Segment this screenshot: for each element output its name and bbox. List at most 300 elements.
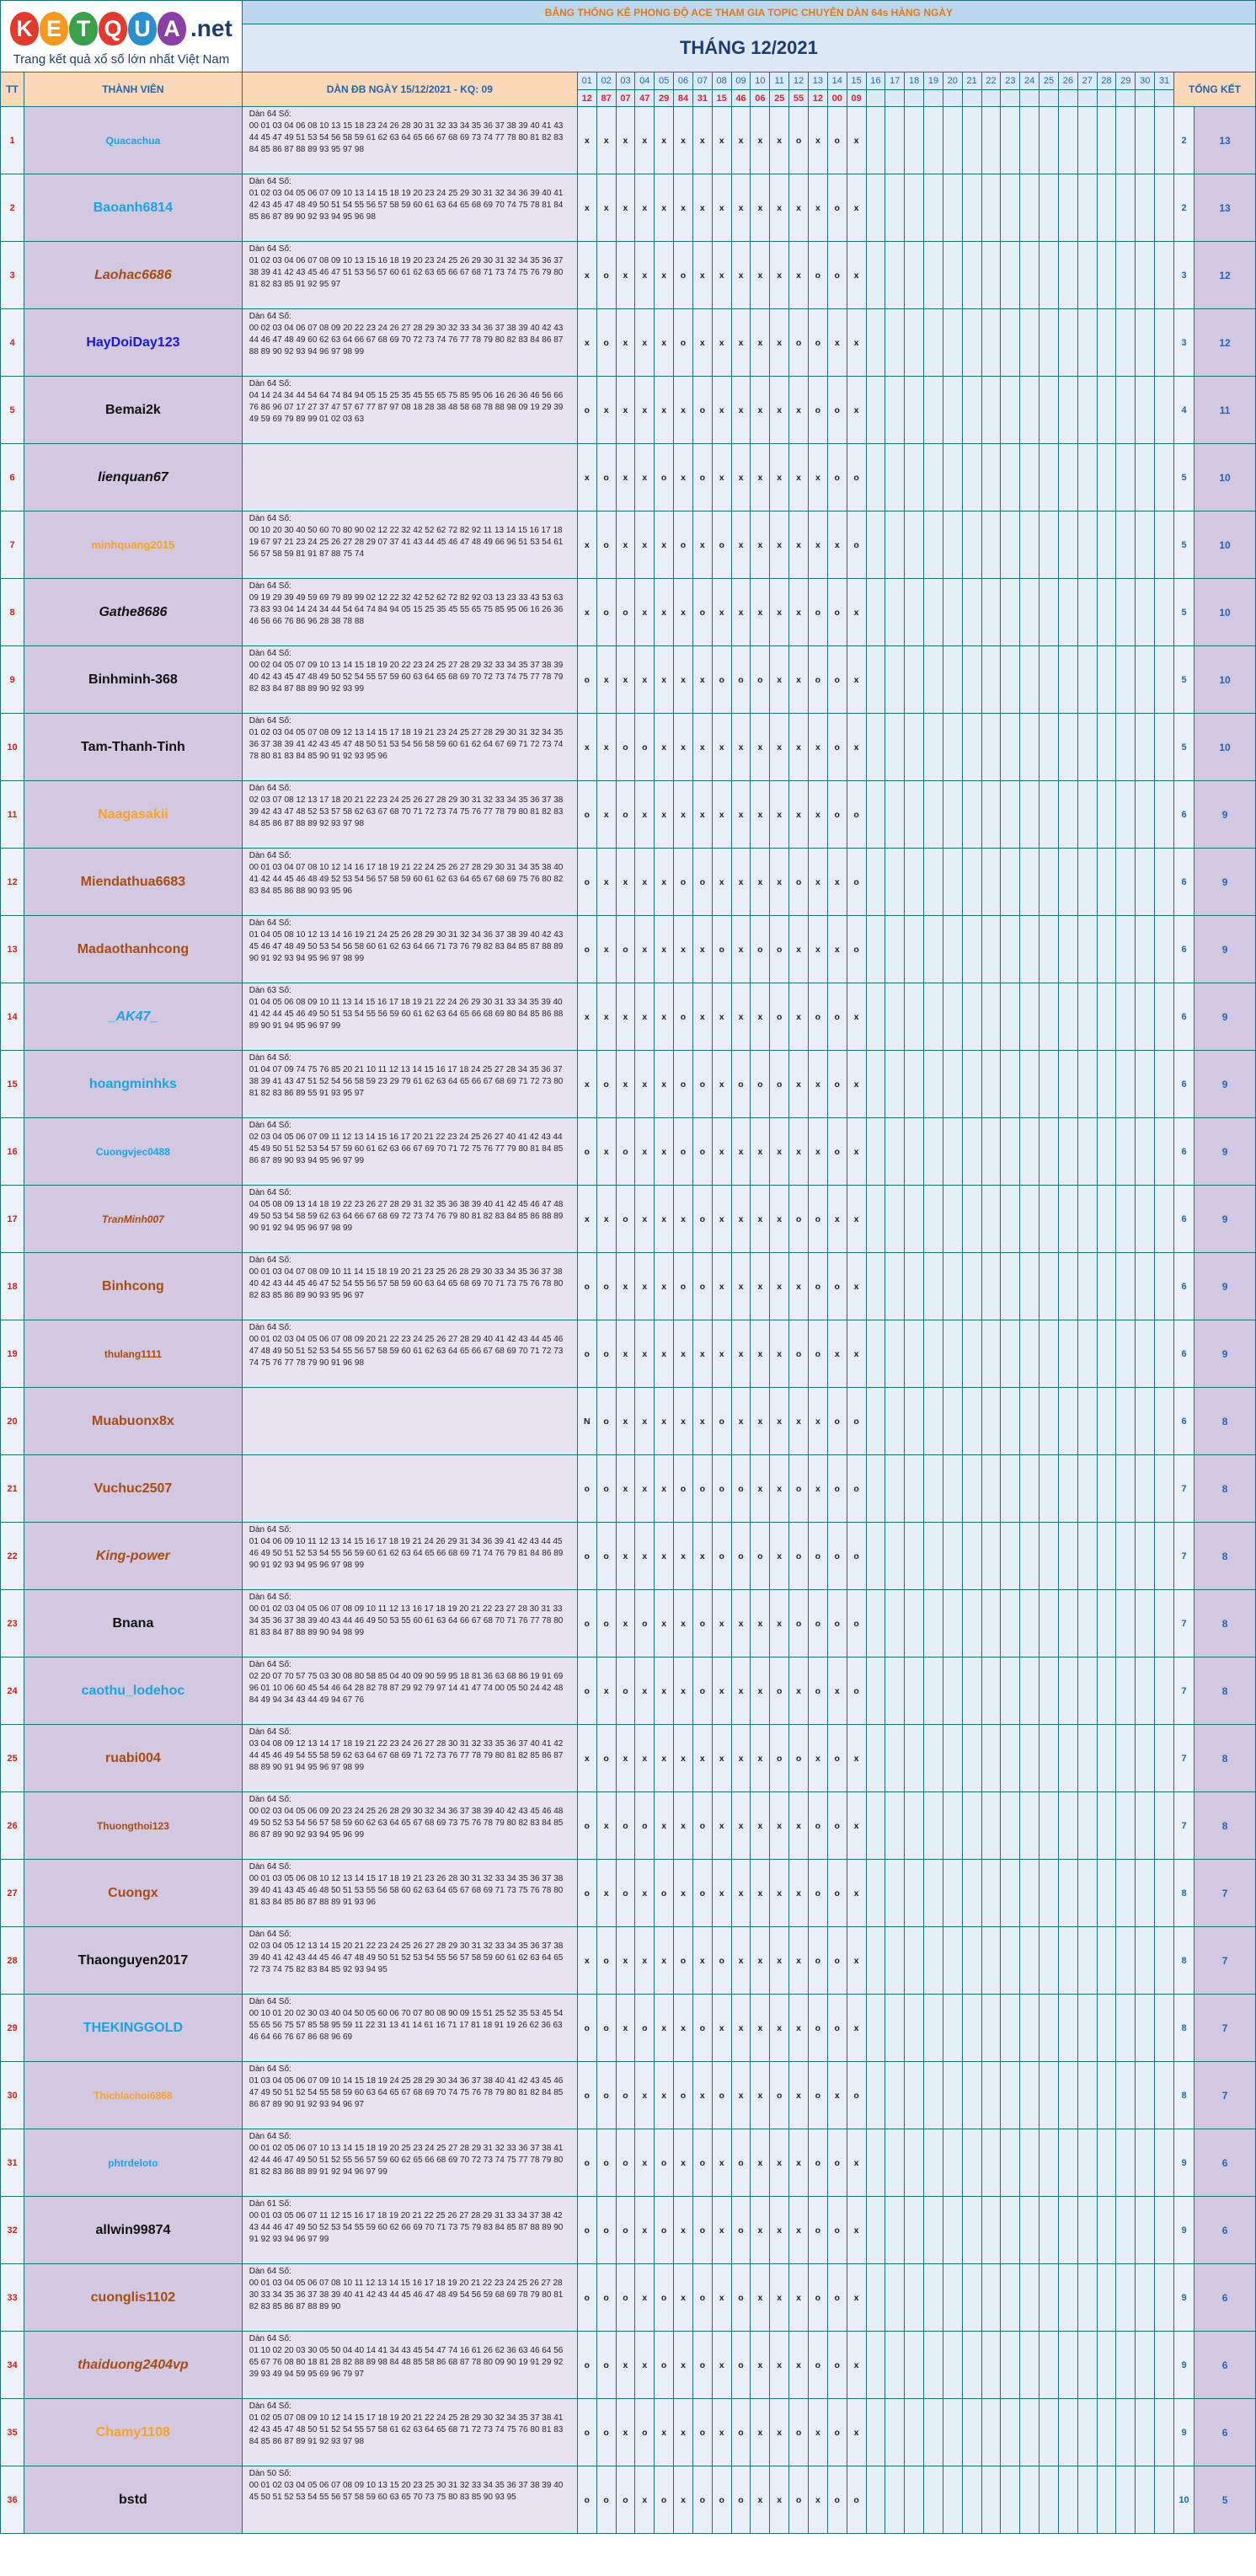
day-mark [1155,2332,1174,2399]
day-mark [866,849,885,916]
summary-hit: 6 [1195,2197,1256,2264]
day-mark [1001,511,1020,579]
day-mark [1040,1051,1059,1118]
day-mark [885,1658,905,1725]
summary-miss: 8 [1174,1860,1195,1927]
day-mark [1020,309,1040,377]
day-mark: o [712,1523,731,1590]
row-number: 11 [1,781,24,849]
day-mark: x [596,646,616,714]
day-mark [1097,1860,1116,1927]
day-mark: x [847,1995,866,2062]
day-mark: x [751,579,770,646]
day-mark [1097,1186,1116,1253]
day-mark [1136,1792,1155,1860]
day-mark: x [731,1725,751,1792]
day-header: 26 [1058,72,1077,90]
day-mark: o [596,309,616,377]
day-mark: x [596,1860,616,1927]
day-mark [866,983,885,1051]
day-mark [1001,1320,1020,1388]
dan-numbers [242,242,577,309]
day-mark [981,1523,1001,1590]
day-mark [1097,646,1116,714]
day-mark: x [655,1927,674,1995]
day-mark: o [577,2264,596,2332]
day-mark: o [577,1860,596,1927]
member-name: Quacachua [24,107,243,174]
day-mark: x [674,1523,693,1590]
day-mark: x [674,1320,693,1388]
day-mark [1097,2129,1116,2197]
day-mark [981,1388,1001,1455]
day-mark [1077,2332,1097,2399]
day-mark: o [596,2129,616,2197]
day-mark: o [616,2264,635,2332]
dan-label: Dàn 64 Số: [249,649,291,658]
row-number: 19 [1,1320,24,1388]
dan-numbers [242,1051,577,1118]
day-mark: x [635,511,655,579]
day-mark: o [596,1927,616,1995]
day-mark [1077,2466,1097,2534]
summary-miss: 3 [1174,309,1195,377]
day-mark [943,2332,962,2399]
day-mark: o [596,1253,616,1320]
day-mark: x [712,377,731,444]
summary-miss: 10 [1174,2466,1195,2534]
logo-slogan: Trang kết quả xổ số lớn nhất Việt Nam [13,51,230,67]
day-mark [885,2129,905,2197]
day-mark [1040,1455,1059,1523]
dan-label: Dàn 64 Số: [249,1930,291,1939]
day-mark: x [712,2332,731,2399]
dan-label: Dàn 64 Số: [249,2267,291,2276]
day-mark: x [751,2129,770,2197]
member-name: Thichlachoi6868 [24,2062,243,2129]
summary-hit: 9 [1195,849,1256,916]
day-mark [924,174,943,242]
day-mark [943,1927,962,1995]
day-mark [1097,174,1116,242]
day-mark [943,2197,962,2264]
day-mark: x [847,1860,866,1927]
day-mark: x [847,377,866,444]
table-row [1,2264,1256,2332]
table-row [1,1253,1256,1320]
day-mark: x [655,1253,674,1320]
day-mark [866,1725,885,1792]
day-result [885,90,905,107]
day-mark [905,2197,924,2264]
table-row [1,309,1256,377]
day-mark: x [674,1388,693,1455]
day-mark: o [847,1455,866,1523]
day-mark: x [847,646,866,714]
day-result [981,90,1001,107]
day-mark [1040,2264,1059,2332]
day-mark: x [616,1320,635,1388]
summary-miss: 7 [1174,1523,1195,1590]
dan-label: Dàn 64 Số: [249,1525,291,1534]
day-mark [962,1388,981,1455]
day-header: 31 [1155,72,1174,90]
day-mark [1097,1388,1116,1455]
dan-numbers [242,2129,577,2197]
day-mark: o [577,916,596,983]
day-result: 09 [847,90,866,107]
day-mark [924,1118,943,1186]
day-mark [1097,1253,1116,1320]
day-mark: x [674,916,693,983]
summary-miss: 9 [1174,2399,1195,2466]
day-mark: x [827,1320,847,1388]
day-mark [885,781,905,849]
day-mark: x [692,1523,712,1590]
day-mark: x [674,2332,693,2399]
dan-list: 01 04 06 09 10 11 12 13 14 15 16 17 18 19 21 24 26 29 31 34 36 39 41 42 43 44 45 46 49 50 51 52 53 54 55 56 59 60 61 62 63 64 65 66 68 69 71 74 76 79 81 84 86 89 90 91 92 93 94 95 96 97 98 99 [249,1537,564,1570]
dan-numbers [242,1590,577,1658]
dan-list: 02 20 07 70 57 75 03 30 08 80 58 85 04 40 09 90 59 95 18 81 36 63 68 86 19 91 69 96 01 10 06 60 45 54 46 64 28 82 78 87 29 92 79 97 14 41 47 74 00 05 50 24 42 48 84 49 94 34 43 44 49 94 67 76 [249,1672,564,1705]
day-mark [1116,1118,1136,1186]
day-mark: o [577,1590,596,1658]
row-number: 8 [1,579,24,646]
summary-hit: 9 [1195,1186,1256,1253]
day-mark: o [577,646,596,714]
member-name: Cuongvjec0488 [24,1118,243,1186]
day-result: 87 [596,90,616,107]
day-mark: o [827,1455,847,1523]
summary-miss: 5 [1174,714,1195,781]
dan-list: 00 02 03 04 06 07 08 09 20 22 23 24 26 27 28 29 30 32 33 34 36 37 38 39 40 42 43 44 46 47 48 49 60 62 63 64 66 67 68 69 70 72 73 74 76 77 78 79 80 82 83 84 86 87 88 89 90 92 93 94 96 97 98 99 [249,324,564,356]
day-mark [1116,2197,1136,2264]
day-mark: o [808,1995,827,2062]
day-mark: x [577,242,596,309]
day-header: 14 [827,72,847,90]
day-mark [924,309,943,377]
day-header: 23 [1001,72,1020,90]
day-mark [962,2264,981,2332]
dan-label: Dàn 64 Số: [249,1121,291,1130]
dan-numbers [242,1927,577,1995]
day-mark: x [692,714,712,781]
day-mark: o [674,2062,693,2129]
dan-list: 02 03 04 05 06 07 09 11 12 13 14 15 16 17 20 21 22 23 24 25 26 27 40 41 42 43 44 45 49 50 51 52 53 54 57 59 60 61 62 63 66 67 69 70 71 72 75 76 77 79 80 81 84 85 86 87 89 90 93 94 95 96 97 99 [249,1133,564,1165]
day-header: 15 [847,72,866,90]
day-mark [1058,646,1077,714]
day-mark: x [616,849,635,916]
day-mark: x [616,1455,635,1523]
day-mark [1116,2466,1136,2534]
day-mark: x [770,579,789,646]
dan-numbers [242,2197,577,2264]
day-mark: o [596,2264,616,2332]
day-mark [1116,714,1136,781]
dan-numbers [242,1725,577,1792]
day-mark: x [712,1792,731,1860]
day-mark [1040,579,1059,646]
day-mark [1116,1388,1136,1455]
day-mark: o [712,916,731,983]
day-mark [981,916,1001,983]
summary-miss: 6 [1174,1320,1195,1388]
day-mark [1097,916,1116,983]
day-mark: o [770,1658,789,1725]
day-mark [1001,174,1020,242]
day-mark: x [751,2197,770,2264]
summary-miss: 8 [1174,1995,1195,2062]
day-mark: o [692,1860,712,1927]
day-mark: o [827,1725,847,1792]
day-mark [885,2332,905,2399]
day-mark: o [596,579,616,646]
day-mark: o [692,1590,712,1658]
day-mark [1097,1725,1116,1792]
member-name: Tam-Thanh-Tinh [24,714,243,781]
row-number: 24 [1,1658,24,1725]
day-mark [905,2332,924,2399]
day-mark: o [577,2399,596,2466]
day-mark [943,1590,962,1658]
row-number: 23 [1,1590,24,1658]
day-mark [962,1320,981,1388]
day-header: 08 [712,72,731,90]
day-result [943,90,962,107]
day-mark [1155,2129,1174,2197]
day-mark [1116,849,1136,916]
table-row [1,242,1256,309]
day-mark: x [635,1455,655,1523]
day-mark: x [808,174,827,242]
day-mark [905,1253,924,1320]
summary-miss: 2 [1174,107,1195,174]
day-mark [962,781,981,849]
day-mark [1040,646,1059,714]
summary-miss: 6 [1174,849,1195,916]
day-mark: x [635,916,655,983]
day-result [962,90,981,107]
day-mark: x [635,1860,655,1927]
day-mark: o [770,1051,789,1118]
day-mark: x [674,2264,693,2332]
day-mark [905,579,924,646]
summary-miss: 4 [1174,377,1195,444]
dan-list: 00 01 02 03 04 05 06 07 08 09 20 21 22 23 24 25 26 27 28 29 40 41 42 43 44 45 46 47 48 49 50 51 52 53 54 55 56 57 58 59 60 61 62 63 64 65 66 67 68 69 70 71 72 73 74 75 76 77 78 79 90 91 96 98 [249,1335,564,1368]
table-row [1,2197,1256,2264]
dan-label: Dàn 63 Số: [249,986,291,995]
day-mark: o [616,1792,635,1860]
day-mark [1116,781,1136,849]
day-mark [1116,511,1136,579]
row-number: 1 [1,107,24,174]
dan-numbers [242,2466,577,2534]
day-mark: o [808,1590,827,1658]
day-mark [905,714,924,781]
day-mark [1077,2399,1097,2466]
day-mark: x [712,1253,731,1320]
dan-numbers [242,714,577,781]
day-mark: o [789,1590,809,1658]
day-mark: o [827,983,847,1051]
day-mark: o [808,2129,827,2197]
day-mark [866,1590,885,1658]
dan-label: Dàn 64 Số: [249,1795,291,1804]
day-result [1058,90,1077,107]
day-mark: x [731,781,751,849]
day-mark: x [751,1927,770,1995]
logo-letter: K [10,12,39,46]
day-result [1020,90,1040,107]
summary-miss: 3 [1174,242,1195,309]
day-mark: o [770,983,789,1051]
day-mark [1077,444,1097,511]
summary-miss: 5 [1174,444,1195,511]
dan-numbers [242,2332,577,2399]
day-mark: o [616,1658,635,1725]
day-mark [1116,2332,1136,2399]
day-mark [943,1186,962,1253]
day-mark [943,377,962,444]
day-mark [1058,2466,1077,2534]
day-mark: o [692,1792,712,1860]
summary-hit: 8 [1195,1523,1256,1590]
dan-list: 03 04 08 09 12 13 14 17 18 19 21 22 23 24 26 27 28 30 31 32 33 35 36 37 40 41 42 44 45 46 49 54 55 58 59 62 63 64 67 68 69 71 72 73 76 77 78 79 80 81 82 85 86 87 88 89 90 91 94 95 96 97 98 99 [249,1739,564,1772]
member-name: Baoanh6814 [24,174,243,242]
day-mark: x [635,2062,655,2129]
day-mark: x [751,107,770,174]
day-mark [1020,2332,1040,2399]
day-mark [981,1927,1001,1995]
day-mark: o [596,2332,616,2399]
dan-numbers [242,377,577,444]
day-mark [866,916,885,983]
day-mark [1155,1253,1174,1320]
day-mark: o [827,1523,847,1590]
day-mark: x [751,1253,770,1320]
header-summary: TỔNG KẾT [1174,72,1256,107]
day-mark: o [596,1455,616,1523]
dan-list: 00 01 02 03 04 05 06 07 08 09 10 11 12 13 16 17 18 19 20 21 22 23 27 28 30 31 33 34 35 36 37 38 39 40 43 44 46 49 50 53 55 60 61 63 64 66 67 68 70 71 76 77 78 80 81 83 84 87 88 89 90 94 98 99 [249,1604,564,1637]
day-mark [924,1186,943,1253]
day-mark [943,2466,962,2534]
day-header: 19 [924,72,943,90]
day-mark: x [789,781,809,849]
day-mark: o [731,2399,751,2466]
day-mark [1155,646,1174,714]
day-mark [885,1590,905,1658]
day-mark: o [847,444,866,511]
day-mark [962,2062,981,2129]
day-mark: o [692,1455,712,1523]
row-number: 35 [1,2399,24,2466]
day-mark [1155,849,1174,916]
day-mark: o [655,1860,674,1927]
day-mark [981,1186,1001,1253]
day-mark: o [577,2062,596,2129]
day-mark: x [635,1388,655,1455]
day-mark: o [577,1320,596,1388]
day-mark: x [731,2062,751,2129]
day-mark: x [596,107,616,174]
day-mark: x [655,174,674,242]
day-mark [1116,2399,1136,2466]
day-mark: x [655,646,674,714]
day-mark [1116,107,1136,174]
day-mark [1020,2399,1040,2466]
day-mark: x [655,1320,674,1388]
dan-list: 01 03 04 05 06 07 09 10 14 15 18 19 24 25 28 29 30 34 36 37 38 40 41 42 43 45 46 47 49 50 51 52 54 55 58 59 60 63 64 65 67 68 69 70 74 75 76 78 79 80 81 82 84 85 86 87 89 90 91 92 93 94 96 97 [249,2076,564,2109]
day-mark: x [827,511,847,579]
day-mark: x [847,1725,866,1792]
day-mark: o [731,2264,751,2332]
day-mark [905,377,924,444]
day-mark [1097,1792,1116,1860]
day-mark: x [712,849,731,916]
day-mark: x [655,1792,674,1860]
day-mark [943,849,962,916]
table-row [1,579,1256,646]
day-mark: o [616,2197,635,2264]
day-mark: x [731,714,751,781]
day-mark [885,107,905,174]
dan-numbers [242,444,577,511]
day-result [1155,90,1174,107]
day-mark [981,2332,1001,2399]
day-mark: o [827,2129,847,2197]
day-mark: x [770,1792,789,1860]
day-mark [866,1051,885,1118]
day-mark: o [789,1725,809,1792]
day-mark: x [808,781,827,849]
day-mark: o [731,646,751,714]
day-mark [1155,714,1174,781]
day-mark: x [692,983,712,1051]
day-mark [1020,377,1040,444]
day-mark [1020,2062,1040,2129]
day-mark [1020,1051,1040,1118]
day-result: 12 [808,90,827,107]
day-mark: x [770,1186,789,1253]
day-header: 27 [1077,72,1097,90]
row-number: 13 [1,916,24,983]
day-mark [1077,2129,1097,2197]
day-mark: x [596,1186,616,1253]
day-mark [981,1253,1001,1320]
day-mark [1058,1725,1077,1792]
summary-hit: 7 [1195,2062,1256,2129]
day-mark [885,1792,905,1860]
dan-list: 01 10 02 20 03 30 05 50 04 40 14 41 34 43 45 54 47 74 16 61 26 62 36 63 46 64 56 65 67 76 08 80 18 81 28 82 88 89 98 84 48 85 58 86 68 87 78 80 09 90 19 91 29 92 39 93 49 94 59 95 69 96 79 97 [249,2346,564,2379]
day-mark: x [751,444,770,511]
day-mark [1136,511,1155,579]
day-mark: o [847,2062,866,2129]
day-mark [1136,2129,1155,2197]
day-mark [1155,1995,1174,2062]
day-mark [1097,1995,1116,2062]
day-mark [905,107,924,174]
dan-numbers [242,2264,577,2332]
day-mark: x [770,646,789,714]
summary-hit: 8 [1195,1725,1256,1792]
day-mark [943,983,962,1051]
day-mark: x [674,1995,693,2062]
dan-numbers [242,1455,577,1523]
day-mark [924,107,943,174]
day-mark: o [692,444,712,511]
day-mark: o [808,1523,827,1590]
day-mark [1136,1590,1155,1658]
day-mark: o [789,1455,809,1523]
